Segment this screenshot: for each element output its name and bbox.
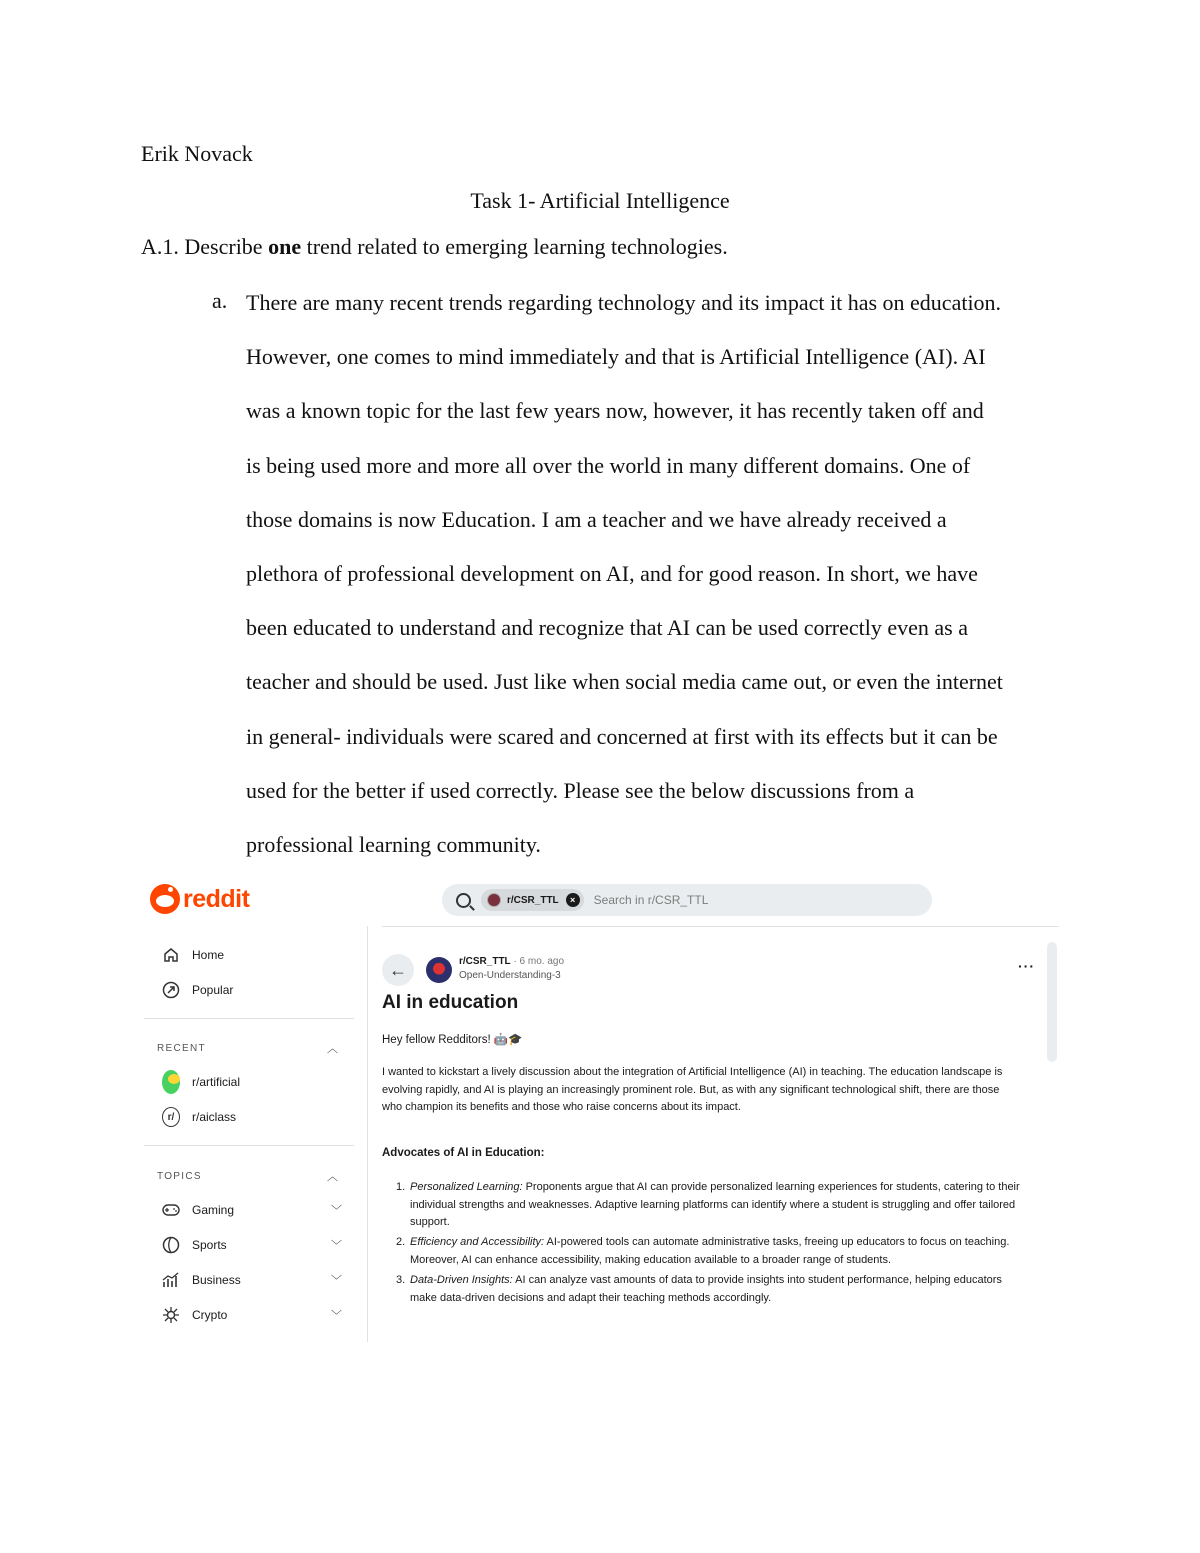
left-sidebar bbox=[144, 926, 354, 1342]
list-item-text: Proponents argue that AI can provide personalized learning experiences for students, catering to their individual strengths and weaknesses. Adaptive learning platforms can identify where a student is struggling and offer tailored support. bbox=[410, 1181, 1020, 1229]
chevron-up-icon[interactable]: ︿ bbox=[327, 1171, 338, 1183]
sidebar-item-label: r/artificial bbox=[192, 1075, 241, 1089]
artificial-avatar-icon bbox=[162, 1073, 180, 1091]
sidebar-item-home[interactable] bbox=[162, 944, 342, 966]
answer-line: professional learning community. bbox=[246, 831, 541, 857]
gamepad-icon bbox=[162, 1201, 180, 1219]
sidebar-item-label: Gaming bbox=[192, 1203, 235, 1217]
sports-icon bbox=[162, 1236, 180, 1254]
close-icon[interactable]: × bbox=[566, 893, 580, 907]
sidebar-divider bbox=[144, 1018, 354, 1019]
back-button[interactable] bbox=[382, 954, 414, 986]
post-age: · 6 mo. ago bbox=[510, 956, 565, 967]
search-icon bbox=[456, 893, 471, 908]
popular-icon bbox=[162, 981, 180, 999]
scrollbar[interactable] bbox=[1047, 942, 1057, 1062]
post-intro: I wanted to kickstart a lively discussion about the integration of Artificial Intelligence (AI) in teaching. The education landscape is evolving rapidly, and AI is playing an increasingly prominent role. But, as with any significant technological shift, there are those who champion its benefits and those who raise concerns about its impact. bbox=[382, 1066, 1003, 1114]
question-suffix: trend related to emerging learning technologies. bbox=[301, 234, 728, 259]
subreddit-link[interactable]: r/CSR_TTL bbox=[459, 956, 511, 967]
sidebar-item-gaming[interactable] bbox=[162, 1199, 342, 1221]
list-item bbox=[382, 1234, 1027, 1269]
sidebar-item-popular[interactable] bbox=[162, 979, 342, 1001]
list-item-number: 3. bbox=[396, 1273, 406, 1286]
answer-line: was a known topic for the last few years now, however, it has recently taken off and bbox=[246, 398, 984, 424]
sidebar-divider bbox=[144, 1145, 354, 1146]
answer-line: However, one comes to mind immediately and that is Artificial Intelligence (AI). AI bbox=[246, 344, 986, 370]
sidebar-item-label: r/aiclass bbox=[192, 1110, 237, 1124]
question-emphasis: one bbox=[268, 234, 302, 259]
sidebar-item-label: Home bbox=[192, 948, 225, 962]
arrow-left-icon: ← bbox=[389, 959, 407, 980]
post-title: AI in education bbox=[382, 992, 519, 1013]
subreddit-chip-avatar-icon bbox=[487, 893, 501, 907]
sidebar-item-r-aiclass[interactable] bbox=[162, 1106, 342, 1128]
question-prompt bbox=[141, 234, 728, 260]
chevron-down-icon[interactable]: ﹀ bbox=[331, 1240, 342, 1252]
reddit-screenshot bbox=[141, 872, 1059, 1342]
more-options-icon[interactable]: ··· bbox=[1018, 958, 1035, 974]
answer-line: those domains is now Education. I am a teacher and we have already received a bbox=[246, 506, 947, 532]
question-prefix: A.1. Describe bbox=[141, 234, 269, 259]
post-meta bbox=[459, 956, 564, 967]
subreddit-filter-chip[interactable] bbox=[481, 889, 584, 911]
sidebar-item-business[interactable] bbox=[162, 1269, 342, 1291]
sidebar-item-label: Crypto bbox=[192, 1308, 228, 1322]
document-title: Task 1- Artificial Intelligence bbox=[470, 188, 730, 213]
search-input[interactable] bbox=[442, 884, 932, 916]
list-item bbox=[382, 1179, 1027, 1232]
sidebar-item-r-artificial[interactable] bbox=[162, 1071, 342, 1093]
list-item-label: Personalized Learning: bbox=[410, 1181, 523, 1193]
chevron-down-icon[interactable]: ﹀ bbox=[331, 1310, 342, 1322]
sidebar-item-label: Popular bbox=[192, 983, 234, 997]
chevron-down-icon[interactable]: ﹀ bbox=[331, 1275, 342, 1287]
search-placeholder: Search in r/CSR_TTL bbox=[593, 893, 709, 907]
post-greeting: Hey fellow Redditors! 🤖🎓 bbox=[382, 1034, 523, 1046]
answer-line: is being used more and more all over the world in many different domains. One of bbox=[246, 452, 971, 478]
list-item-label: Data-Driven Insights: bbox=[410, 1273, 513, 1286]
list-item-text: AI-powered tools can automate administrative tasks, freeing up educators to focus on teaching. Moreover, AI can enhance accessibility, making education available to a broader range of students. bbox=[410, 1236, 1010, 1266]
header-separator bbox=[382, 926, 1059, 927]
sidebar-item-label: Business bbox=[192, 1273, 241, 1287]
reddit-logo-icon bbox=[150, 884, 180, 914]
answer-line: in general- individuals were scared and concerned at first with its effects but it can be bbox=[246, 723, 998, 749]
answer-marker: a. bbox=[212, 288, 228, 313]
post-author[interactable]: Open-Understanding-3 bbox=[459, 970, 561, 981]
sidebar-item-label: Sports bbox=[192, 1238, 227, 1252]
answer-paragraph bbox=[246, 288, 1076, 884]
aiclass-avatar-icon: r/ bbox=[162, 1108, 180, 1126]
home-icon bbox=[162, 946, 180, 964]
chevron-down-icon[interactable]: ﹀ bbox=[331, 1205, 342, 1217]
author-name: Erik Novack bbox=[141, 141, 253, 166]
answer-line: There are many recent trends regarding technology and its impact it has on education. bbox=[246, 290, 1002, 315]
subreddit-chip-label: r/CSR_TTL bbox=[507, 894, 559, 906]
sidebar-item-crypto[interactable] bbox=[162, 1304, 342, 1326]
answer-line: used for the better if used correctly. Please see the below discussions from a bbox=[246, 777, 915, 803]
reddit-logo-text: reddit bbox=[183, 884, 250, 913]
topics-section-label: TOPICS bbox=[157, 1171, 202, 1182]
list-item-number: 2. bbox=[396, 1236, 406, 1249]
list-item-label: Efficiency and Accessibility: bbox=[410, 1236, 545, 1249]
list-item-text: AI can analyze vast amounts of data to provide insights into student performance, helping educators make data-driven decisions and adapt their teaching methods accordingly. bbox=[410, 1273, 1002, 1304]
list-item-number: 1. bbox=[396, 1181, 406, 1193]
answer-line: been educated to understand and recognize that AI can be used correctly even as a bbox=[246, 615, 969, 641]
recent-section-label: RECENT bbox=[157, 1043, 206, 1054]
subreddit-avatar-icon[interactable] bbox=[426, 957, 452, 983]
answer-line: teacher and should be used. Just like when social media came out, or even the internet bbox=[246, 669, 1003, 695]
reddit-logo[interactable] bbox=[150, 884, 249, 914]
sidebar-separator bbox=[367, 926, 368, 1342]
chevron-up-icon[interactable]: ︿ bbox=[327, 1043, 338, 1055]
sidebar-item-sports[interactable] bbox=[162, 1234, 342, 1256]
post-points-list bbox=[382, 1179, 1027, 1310]
answer-line: plethora of professional development on AI, and for good reason. In short, we have bbox=[246, 560, 978, 586]
post-section-heading: Advocates of AI in Education: bbox=[382, 1147, 545, 1159]
list-item bbox=[382, 1272, 1027, 1307]
crypto-icon bbox=[162, 1306, 180, 1324]
chart-icon bbox=[162, 1271, 180, 1289]
